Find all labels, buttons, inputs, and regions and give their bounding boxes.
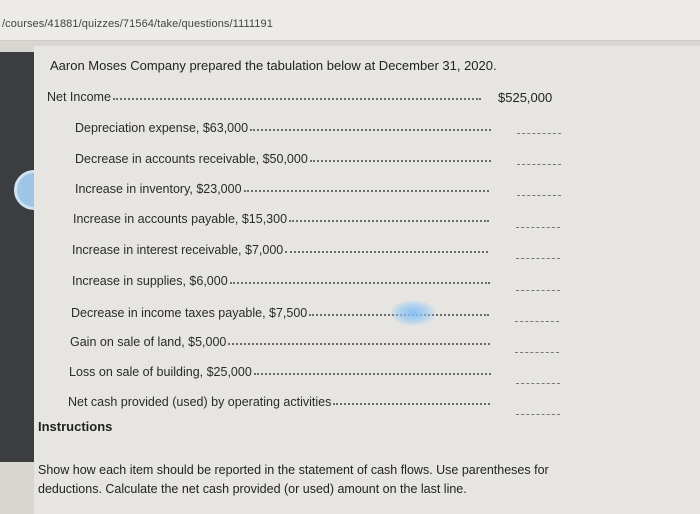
item-label: Increase in inventory, $23,000: [75, 182, 242, 196]
answer-blank[interactable]: [516, 258, 560, 259]
leader-dots: [285, 251, 488, 253]
answer-blank[interactable]: [516, 414, 560, 415]
item-label: Increase in interest receivable, $7,000: [72, 243, 284, 257]
leader-dots: [333, 403, 490, 405]
item-label: Decrease in accounts receivable, $50,000: [75, 152, 308, 166]
quiz-side-navigation: [0, 52, 38, 462]
item-label: Increase in accounts payable, $15,300: [73, 212, 288, 226]
answer-blank[interactable]: [517, 195, 561, 196]
instructions-text: Show how each item should be reported in the statement of cash flows. Use parentheses for deductions. Calculate the net cash provided (or used) amount on the last line.: [38, 463, 549, 496]
question-intro: Aaron Moses Company prepared the tabulation below at December 31, 2020.: [50, 58, 497, 73]
item-label: Decrease in income taxes payable, $7,500: [71, 306, 308, 320]
item-row: [72, 239, 490, 257]
item-label: Depreciation expense, $63,000: [75, 121, 249, 135]
leader-dots: [113, 98, 481, 100]
item-row: [69, 361, 493, 379]
leader-dots: [289, 220, 489, 222]
answer-blank[interactable]: [517, 164, 561, 165]
item-row: [70, 331, 492, 349]
instructions-heading: Instructions: [38, 419, 113, 434]
answer-blank[interactable]: [517, 133, 561, 134]
item-row: [75, 178, 491, 196]
net-income-row: [47, 86, 483, 104]
answer-blank[interactable]: [516, 227, 560, 228]
net-income-amount: $525,000: [498, 90, 553, 105]
net-income-label: Net Income: [47, 90, 111, 104]
answer-blank[interactable]: [516, 290, 560, 291]
answer-blank[interactable]: [515, 321, 559, 322]
browser-address-bar[interactable]: [0, 0, 700, 41]
leader-dots: [250, 129, 491, 131]
answer-blank[interactable]: [516, 383, 560, 384]
item-row: [75, 117, 493, 135]
leader-dots: [310, 160, 491, 162]
leader-dots: [228, 343, 490, 345]
leader-dots: [254, 373, 491, 375]
item-label: Net cash provided (used) by operating activities: [68, 395, 332, 409]
item-row: [68, 391, 492, 409]
answer-blank[interactable]: [515, 352, 559, 353]
item-row: [73, 208, 491, 226]
url-text[interactable]: /courses/41881/quizzes/71564/take/questions/1111191: [2, 18, 273, 30]
item-label: Increase in supplies, $6,000: [72, 274, 228, 288]
item-row: [72, 270, 492, 288]
leader-dots: [230, 282, 490, 284]
item-row: [75, 148, 493, 166]
screen-glare: [390, 300, 436, 326]
item-label: Gain on sale of land, $5,000: [70, 335, 227, 349]
item-label: Loss on sale of building, $25,000: [69, 365, 252, 379]
leader-dots: [244, 190, 489, 192]
